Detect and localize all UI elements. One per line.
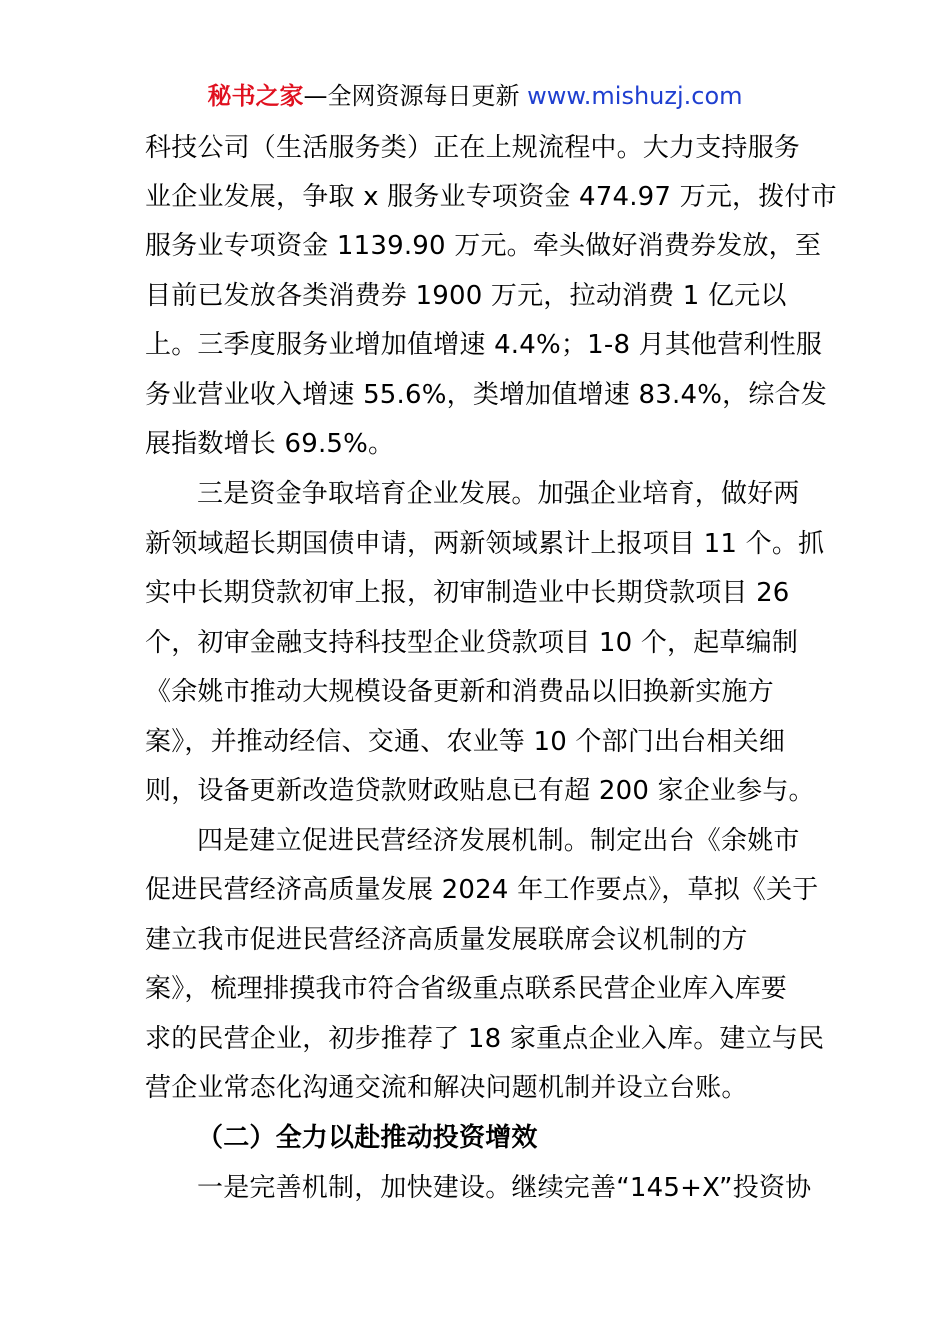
text-line: 服务业专项资金 1139.90 万元。牵头做好消费券发放，至 xyxy=(145,231,822,261)
text-line: 务业营业收入增速 55.6%，类增加值增速 83.4%，综合发 xyxy=(145,380,827,410)
website-link[interactable]: www.mishuzj.com xyxy=(527,82,743,110)
text-line: 展指数增长 69.5%。 xyxy=(145,429,395,459)
text-line: 个，初审金融支持科技型企业贷款项目 10 个，起草编制 xyxy=(145,628,799,658)
paragraph-start-line: 一是完善机制，加快建设。继续完善“145+X”投资协 xyxy=(197,1173,812,1203)
header-tagline: —全网资源每日更新 xyxy=(303,82,528,110)
text-line: 案》，梳理排摸我市符合省级重点联系民营企业库入库要 xyxy=(145,974,788,1004)
text-line: 业企业发展，争取 x 服务业专项资金 474.97 万元，拨付市 xyxy=(145,182,837,212)
text-line: 营企业常态化沟通交流和解决问题机制并设立台账。 xyxy=(145,1073,748,1103)
page-header xyxy=(0,80,950,112)
text-line: 实中长期贷款初审上报，初审制造业中长期贷款项目 26 xyxy=(145,578,790,608)
brand-name: 秘书之家 xyxy=(207,82,304,110)
text-line: 目前已发放各类消费券 1900 万元，拉动消费 1 亿元以 xyxy=(145,281,787,311)
text-line: 求的民营企业，初步推荐了 18 家重点企业入库。建立与民 xyxy=(145,1024,825,1054)
text-line: 新领域超长期国债申请，两新领域累计上报项目 11 个。抓 xyxy=(145,529,825,559)
text-line: 上。三季度服务业增加值增速 4.4%；1-8 月其他营利性服 xyxy=(145,330,823,360)
text-line: 案》，并推动经信、交通、农业等 10 个部门出台相关细 xyxy=(145,727,786,757)
section-heading: （二）全力以赴推动投资增效 xyxy=(197,1123,538,1153)
paragraph-start-line: 四是建立促进民营经济发展机制。制定出台《余姚市 xyxy=(197,826,800,856)
text-line: 促进民营经济高质量发展 2024 年工作要点》，草拟《关于 xyxy=(145,875,819,905)
text-line: 《余姚市推动大规模设备更新和消费品以旧换新实施方 xyxy=(145,677,774,707)
text-line: 建立我市促进民营经济高质量发展联席会议机制的方 xyxy=(145,925,748,955)
text-line: 科技公司（生活服务类）正在上规流程中。大力支持服务 xyxy=(145,133,801,163)
paragraph-start-line: 三是资金争取培育企业发展。加强企业培育，做好两 xyxy=(197,479,800,509)
text-line: 则，设备更新改造贷款财政贴息已有超 200 家企业参与。 xyxy=(145,776,815,806)
